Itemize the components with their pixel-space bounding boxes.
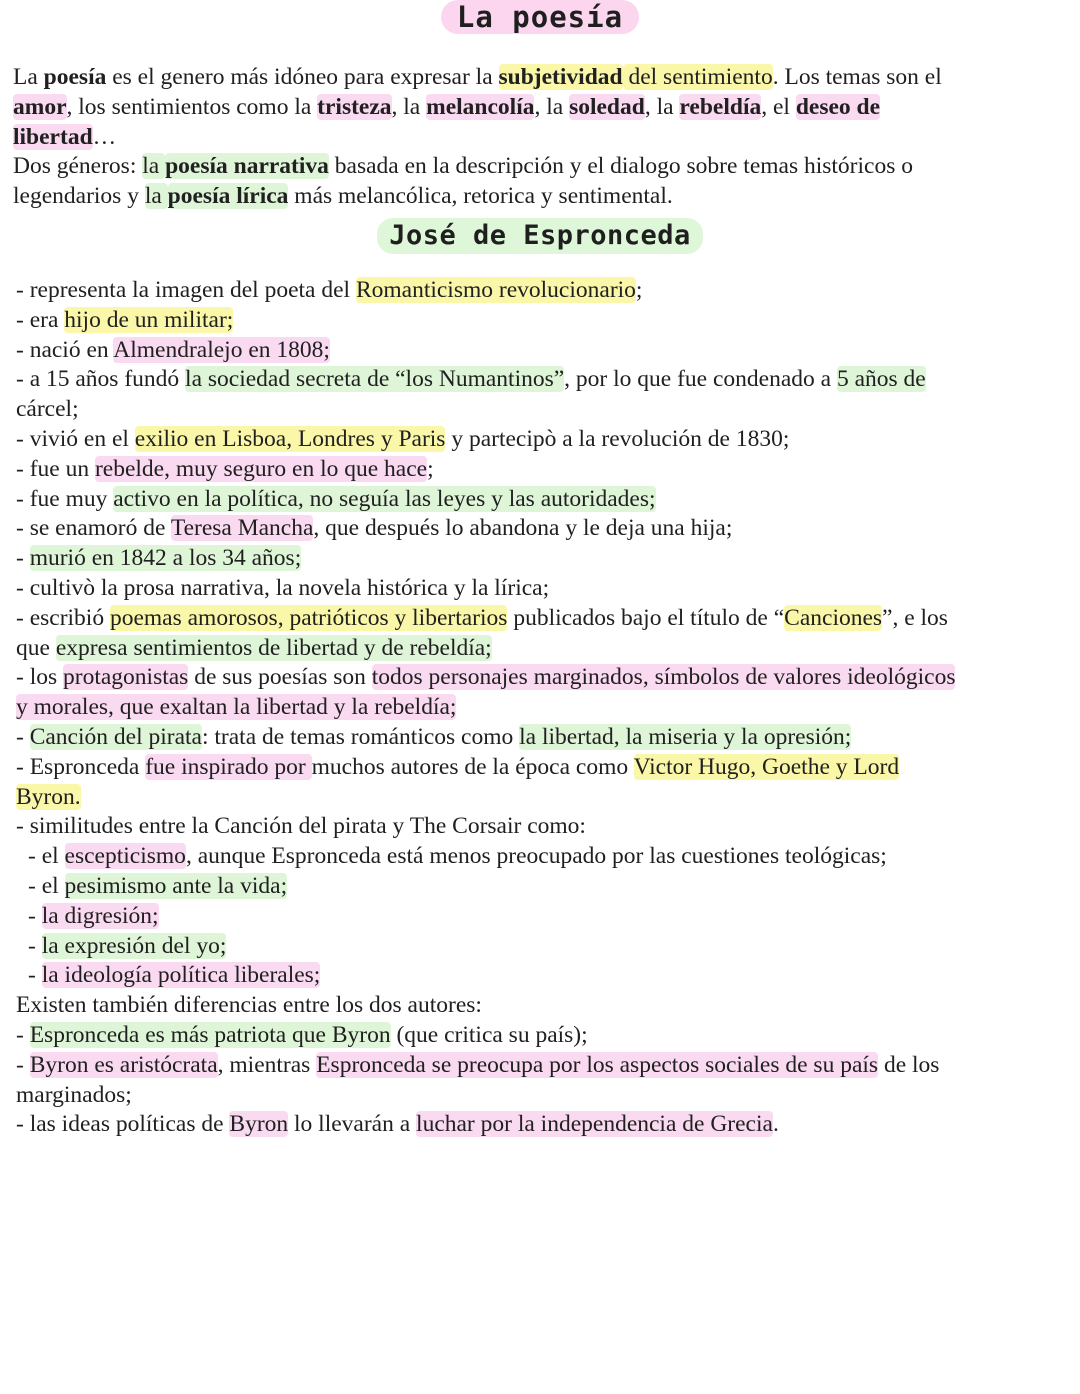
intro-line-5 — [13, 182, 1073, 212]
bio-line — [16, 634, 1076, 664]
bio-line — [16, 485, 1076, 515]
bio-line — [16, 693, 1076, 723]
text-run: ; — [635, 277, 643, 303]
text-run: , mientras — [217, 1051, 317, 1078]
highlight-text: murió en 1842 a los 34 años; — [29, 545, 302, 572]
intro-paragraph — [13, 63, 1073, 212]
text-run: marginados; — [16, 1081, 132, 1108]
highlight-text: hijo de un militar; — [64, 306, 234, 333]
text-run: (que critica su país); — [390, 1021, 588, 1048]
highlight-text: 5 años de — [836, 366, 926, 393]
bio-line — [16, 276, 1076, 306]
text-run: … — [92, 123, 117, 150]
text-run: - fue un — [16, 455, 95, 482]
highlight-melancolia: melancolía — [426, 93, 535, 120]
highlight-text: luchar por la independencia de Grecia — [416, 1111, 773, 1138]
highlight-la: la — [142, 153, 166, 180]
text-run: legendarios y — [13, 183, 145, 210]
title-container — [0, 0, 1080, 34]
text-run: publicados bajo el título de “ — [507, 604, 785, 631]
highlight-text: poemas amorosos, patrióticos y libertarios — [109, 604, 508, 631]
highlight-poesia-lirica: poesía lírica — [167, 183, 289, 210]
highlight-text: activo en la política, no seguía las leyes y las autoridades; — [113, 485, 656, 512]
text-run: y partecipò a la revolución de 1830; — [445, 425, 790, 452]
highlight-text: Byron es aristócrata — [29, 1051, 218, 1078]
text-run: - cultivò la prosa narrativa, la novela histórica y la lírica; — [16, 574, 550, 601]
similarity-item — [16, 932, 1076, 962]
intro-line-3 — [13, 123, 1073, 153]
text-run: , el — [761, 93, 796, 120]
highlight-text: la digresión; — [41, 902, 159, 929]
text-run: de sus poesías son — [188, 664, 372, 691]
subtitle-container — [0, 218, 1080, 254]
text-run: - — [16, 1021, 30, 1048]
text-run: - el — [28, 843, 65, 870]
text-run: - similitudes entre la Canción del pirata y The Corsair como: — [16, 813, 586, 840]
text-run: - — [16, 545, 30, 572]
bio-line — [16, 812, 1076, 842]
text-run: más melancólica, retorica y sentimental. — [288, 183, 673, 210]
text-run: de los — [878, 1051, 940, 1078]
intro-line-1 — [13, 63, 1073, 93]
highlight-soledad: soledad — [569, 93, 645, 120]
highlight-poesia-narrativa: poesía narrativa — [165, 153, 329, 180]
intro-line-4 — [13, 152, 1073, 182]
highlight-text: escepticismo — [64, 843, 186, 870]
highlight-text: protagonistas — [63, 664, 189, 691]
text-run: que — [16, 634, 56, 661]
text-run: - a 15 años fundó — [16, 366, 186, 393]
highlight-tristeza: tristeza — [317, 93, 392, 120]
bio-line — [16, 1110, 1076, 1140]
text-run: es el genero más idóneo para expresar la — [106, 64, 499, 90]
similarity-item — [16, 872, 1076, 902]
section-title: José de Espronceda — [377, 218, 703, 254]
highlight-deseo-de: deseo de — [795, 93, 881, 120]
text-run: - los — [16, 664, 63, 691]
bio-line — [16, 395, 1076, 425]
text-run: - — [16, 1051, 30, 1078]
text-run: , por lo que fue condenado a — [564, 366, 837, 393]
highlight-text: Byron — [229, 1111, 289, 1138]
text-run: , los sentimientos como la — [66, 93, 318, 120]
text-run: ; — [427, 455, 434, 482]
bio-line — [16, 365, 1076, 395]
bold-term-poesia: poesía — [43, 64, 107, 90]
bio-line — [16, 336, 1076, 366]
bio-line — [16, 604, 1076, 634]
text-run: - fue muy — [16, 485, 114, 512]
bio-line — [16, 425, 1076, 455]
text-run: - Espronceda — [16, 753, 146, 780]
bio-line — [16, 1051, 1076, 1081]
text-run: ”, e los — [882, 604, 948, 631]
text-run: muchos autores de la época como — [311, 753, 634, 780]
highlight-text: Victor Hugo, Goethe y Lord — [633, 753, 900, 780]
text-run: La — [13, 64, 44, 90]
text-run: - — [28, 962, 42, 989]
highlight-text: Teresa Mancha — [170, 515, 314, 542]
bio-line — [16, 723, 1076, 753]
text-run: - escribió — [16, 604, 110, 631]
text-run: - vivió en el — [16, 425, 135, 452]
text-run: . — [772, 1111, 779, 1138]
highlight-la: la — [144, 183, 168, 210]
highlight-text: pesimismo ante la vida; — [64, 872, 288, 899]
highlight-text: expresa sentimientos de libertad y de rebeldía; — [55, 634, 492, 661]
highlight-text: Romanticismo revolucionario — [355, 277, 636, 303]
page-title: La poesía — [441, 0, 639, 34]
highlight-text: exilio en Lisboa, Londres y Paris — [134, 425, 446, 452]
intro-line-2 — [13, 93, 1073, 123]
similarity-item — [16, 842, 1076, 872]
highlight-text: Canción del pirata — [29, 723, 202, 750]
bio-line — [16, 783, 1076, 813]
text-run: - — [16, 723, 30, 750]
text-run: , que después lo abandona y le deja una hija; — [313, 515, 733, 542]
text-run: - era — [16, 306, 65, 333]
bio-line — [16, 1021, 1076, 1051]
highlight-text: Byron. — [16, 783, 81, 810]
text-run: - las ideas políticas de — [16, 1111, 230, 1138]
highlight-text: la libertad, la miseria y la opresión; — [519, 723, 852, 750]
highlight-libertad: libertad — [13, 123, 93, 150]
text-run: - nació en — [16, 336, 114, 363]
bio-line — [16, 455, 1076, 485]
highlight-text: todos personajes marginados, símbolos de valores ideológicos — [371, 664, 956, 691]
text-run: , la — [391, 93, 427, 120]
highlight-text: Canciones — [784, 604, 883, 631]
text-run: : trata de temas románticos como — [201, 723, 520, 750]
text-run: - — [28, 932, 42, 959]
text-run: Existen también diferencias entre los dos autores: — [16, 992, 482, 1019]
text-run: , la — [644, 93, 680, 120]
text-run: - representa la imagen del poeta del — [16, 277, 356, 303]
bio-line — [16, 544, 1076, 574]
text-run: - se enamoró de — [16, 515, 171, 542]
text-run: . Los temas son el — [772, 64, 942, 90]
highlight-text: la sociedad secreta de “los Numantinos” — [185, 366, 565, 393]
text-run: , la — [534, 93, 570, 120]
highlight-rebeldia: rebeldía — [679, 93, 762, 120]
highlight-text: Espronceda es más patriota que Byron — [29, 1021, 391, 1048]
text-run: , aunque Espronceda está menos preocupado por las cuestiones teológicas; — [185, 843, 887, 870]
text-run: lo llevarán a — [288, 1111, 417, 1138]
highlight-text: fue inspirado por — [145, 753, 312, 780]
bio-line — [16, 574, 1076, 604]
bio-line — [16, 306, 1076, 336]
text-run: Dos géneros: — [13, 153, 143, 180]
similarity-item — [16, 961, 1076, 991]
text-run: cárcel; — [16, 396, 79, 423]
bio-line — [16, 753, 1076, 783]
highlight-text: la ideología política liberales; — [41, 962, 321, 989]
highlight-text: rebelde, muy seguro en lo que hace — [94, 455, 428, 482]
text-run: - el — [28, 872, 65, 899]
text-run: basada en la descripción y el dialogo sobre temas históricos o — [328, 153, 913, 180]
bio-line — [16, 1081, 1076, 1111]
highlight-text: la expresión del yo; — [41, 932, 227, 959]
highlight-subjetividad: subjetividad — [498, 64, 623, 90]
highlight-amor: amor — [13, 93, 67, 120]
bio-line — [16, 663, 1076, 693]
highlight-text: Almendralejo en 1808; — [113, 336, 330, 363]
bio-line — [16, 514, 1076, 544]
highlight-text: y morales, que exaltan la libertad y la rebeldía; — [16, 694, 457, 721]
highlight-text: Espronceda se preocupa por los aspectos sociales de su país — [316, 1051, 879, 1078]
text-run: - — [28, 902, 42, 929]
similarity-item — [16, 902, 1076, 932]
bio-line — [16, 991, 1076, 1021]
biography-list — [16, 276, 1076, 1140]
highlight-sentimiento: del sentimiento — [622, 64, 773, 90]
